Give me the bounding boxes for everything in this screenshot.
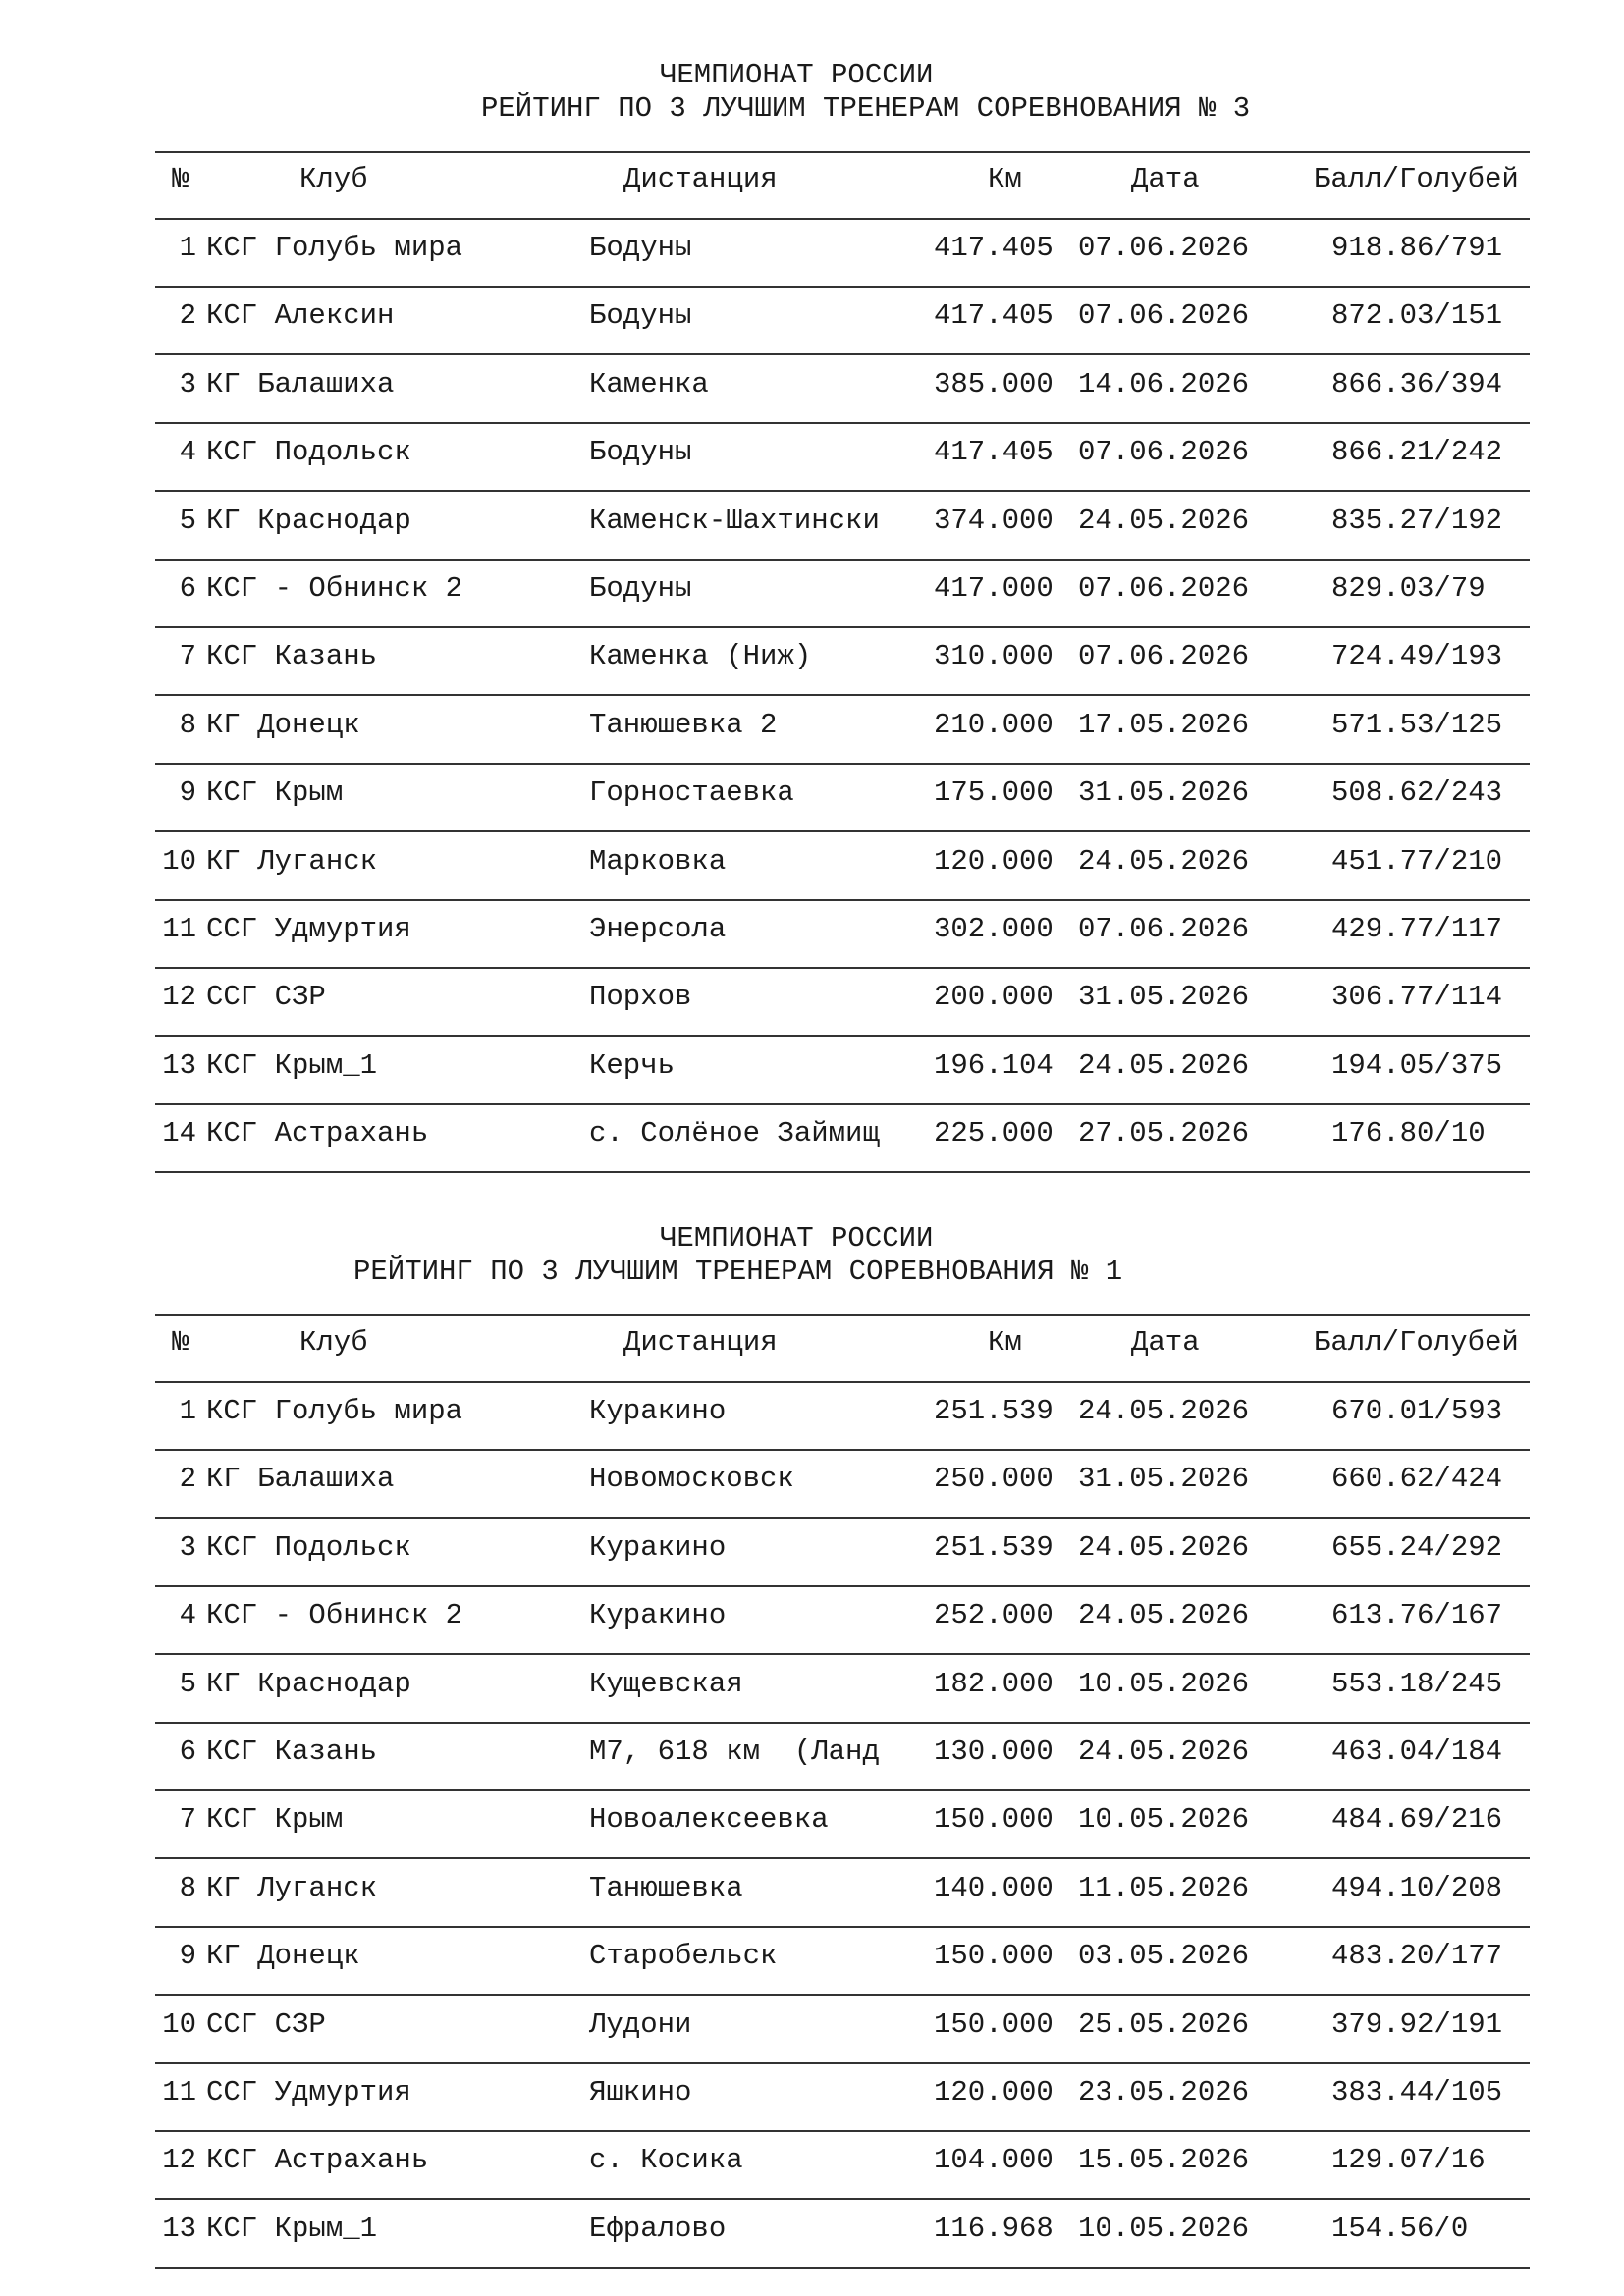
section-subtitle: РЕЙТИНГ ПО 3 ЛУЧШИМ ТРЕНЕРАМ СОРЕВНОВАНИЯ № 1 bbox=[353, 1255, 1123, 1288]
cell-club: КСГ Подольск bbox=[206, 436, 411, 469]
cell-num: 14 bbox=[162, 1117, 196, 1150]
cell-score: 866.36/394 bbox=[1331, 367, 1503, 400]
cell-km: 374.000 bbox=[934, 504, 1054, 537]
table-row bbox=[0, 571, 1624, 607]
table-row bbox=[0, 1939, 1624, 1974]
cell-club: КСГ - Обнинск 2 bbox=[206, 572, 463, 605]
cell-score: 613.76/167 bbox=[1331, 1599, 1503, 1632]
cell-num: 3 bbox=[179, 367, 196, 400]
cell-distance: Энерсола bbox=[589, 913, 727, 945]
cell-club: КСГ Казань bbox=[206, 640, 378, 673]
cell-distance: Бодуны bbox=[589, 572, 692, 605]
row-rule bbox=[155, 626, 1530, 628]
row-rule bbox=[155, 694, 1530, 696]
table-row bbox=[0, 639, 1624, 674]
cell-km: 251.539 bbox=[934, 1530, 1054, 1564]
cell-num: 5 bbox=[179, 1667, 196, 1700]
row-rule bbox=[155, 763, 1530, 765]
cell-score: 176.80/10 bbox=[1331, 1117, 1486, 1150]
cell-club: ССГ СЗР bbox=[206, 2007, 326, 2041]
table-row bbox=[0, 2007, 1624, 2043]
table-row bbox=[0, 775, 1624, 811]
column-header-num: № bbox=[172, 163, 189, 195]
table-row bbox=[0, 298, 1624, 334]
cell-date: 15.05.2026 bbox=[1078, 2144, 1250, 2177]
cell-date: 24.05.2026 bbox=[1078, 844, 1250, 878]
cell-km: 120.000 bbox=[934, 2076, 1054, 2109]
cell-club: КГ Балашиха bbox=[206, 367, 395, 400]
cell-num: 2 bbox=[179, 299, 196, 333]
table-row bbox=[0, 844, 1624, 880]
column-header-club: Клуб bbox=[299, 163, 368, 195]
table-row bbox=[0, 1530, 1624, 1566]
cell-date: 17.05.2026 bbox=[1078, 708, 1250, 741]
row-rule bbox=[155, 2062, 1530, 2064]
row-rule bbox=[155, 1653, 1530, 1655]
table-row bbox=[0, 2075, 1624, 2110]
row-rule bbox=[155, 1722, 1530, 1724]
cell-score: 494.10/208 bbox=[1331, 1871, 1503, 1904]
cell-club: ССГ СЗР bbox=[206, 981, 326, 1014]
cell-num: 9 bbox=[179, 776, 196, 810]
cell-km: 196.104 bbox=[934, 1048, 1054, 1082]
cell-club: КСГ - Обнинск 2 bbox=[206, 1599, 463, 1632]
row-rule bbox=[155, 1171, 1530, 1173]
cell-distance: Старобельск bbox=[589, 1940, 778, 1973]
cell-score: 660.62/424 bbox=[1331, 1463, 1503, 1496]
table-row bbox=[0, 1667, 1624, 1702]
cell-num: 7 bbox=[179, 1803, 196, 1837]
row-rule bbox=[155, 1035, 1530, 1037]
cell-score: 129.07/16 bbox=[1331, 2144, 1486, 2177]
cell-km: 417.405 bbox=[934, 299, 1054, 333]
cell-km: 175.000 bbox=[934, 776, 1054, 810]
cell-club: КГ Луганск bbox=[206, 844, 378, 878]
cell-num: 13 bbox=[162, 1048, 196, 1082]
row-rule bbox=[155, 2130, 1530, 2132]
cell-distance: Кущевская bbox=[589, 1667, 743, 1700]
table-row bbox=[0, 1598, 1624, 1633]
cell-date: 31.05.2026 bbox=[1078, 981, 1250, 1014]
cell-club: КСГ Голубь мира bbox=[206, 1395, 463, 1427]
cell-km: 150.000 bbox=[934, 1940, 1054, 1973]
section-title: ЧЕМПИОНАТ РОССИИ bbox=[660, 59, 934, 91]
table-row bbox=[0, 2143, 1624, 2178]
cell-num: 8 bbox=[179, 708, 196, 741]
row-rule bbox=[155, 1517, 1530, 1519]
cell-km: 302.000 bbox=[934, 913, 1054, 945]
row-rule bbox=[155, 1103, 1530, 1105]
cell-date: 24.05.2026 bbox=[1078, 1530, 1250, 1564]
cell-date: 25.05.2026 bbox=[1078, 2007, 1250, 2041]
cell-club: КГ Донецк bbox=[206, 1940, 360, 1973]
cell-club: ССГ Удмуртия bbox=[206, 2076, 411, 2109]
cell-club: КСГ Крым_1 bbox=[206, 1048, 378, 1082]
cell-score: 918.86/791 bbox=[1331, 232, 1503, 264]
table-row bbox=[0, 1735, 1624, 1770]
cell-distance: М7, 618 км (Ланд bbox=[589, 1735, 880, 1768]
cell-date: 31.05.2026 bbox=[1078, 1463, 1250, 1496]
cell-distance: Бодуны bbox=[589, 299, 692, 333]
cell-km: 417.405 bbox=[934, 436, 1054, 469]
cell-score: 553.18/245 bbox=[1331, 1667, 1503, 1700]
cell-club: КГ Краснодар bbox=[206, 504, 411, 537]
table-row bbox=[0, 708, 1624, 743]
cell-club: КСГ Подольск bbox=[206, 1530, 411, 1564]
section-subtitle: РЕЙТИНГ ПО 3 ЛУЧШИМ ТРЕНЕРАМ СОРЕВНОВАНИЯ № 3 bbox=[481, 92, 1251, 125]
table-rule bbox=[155, 1381, 1530, 1383]
table-row bbox=[0, 980, 1624, 1015]
cell-date: 14.06.2026 bbox=[1078, 367, 1250, 400]
cell-date: 23.05.2026 bbox=[1078, 2076, 1250, 2109]
cell-date: 07.06.2026 bbox=[1078, 299, 1250, 333]
cell-num: 10 bbox=[162, 2007, 196, 2041]
cell-km: 417.405 bbox=[934, 232, 1054, 264]
cell-date: 07.06.2026 bbox=[1078, 436, 1250, 469]
cell-km: 251.539 bbox=[934, 1395, 1054, 1427]
cell-distance: Порхов bbox=[589, 981, 692, 1014]
table-rule bbox=[155, 218, 1530, 220]
cell-km: 250.000 bbox=[934, 1463, 1054, 1496]
cell-club: КГ Краснодар bbox=[206, 1667, 411, 1700]
cell-date: 07.06.2026 bbox=[1078, 640, 1250, 673]
cell-score: 724.49/193 bbox=[1331, 640, 1503, 673]
cell-club: КГ Донецк bbox=[206, 708, 360, 741]
cell-distance: Танюшевка bbox=[589, 1871, 743, 1904]
cell-club: ССГ Удмуртия bbox=[206, 913, 411, 945]
cell-num: 4 bbox=[179, 1599, 196, 1632]
cell-score: 508.62/243 bbox=[1331, 776, 1503, 810]
cell-date: 24.05.2026 bbox=[1078, 1395, 1250, 1427]
cell-score: 194.05/375 bbox=[1331, 1048, 1503, 1082]
cell-score: 484.69/216 bbox=[1331, 1803, 1503, 1837]
table-row bbox=[0, 504, 1624, 539]
cell-distance: Каменка bbox=[589, 367, 709, 400]
table-row bbox=[0, 231, 1624, 266]
row-rule bbox=[155, 286, 1530, 288]
cell-distance: Куракино bbox=[589, 1395, 727, 1427]
cell-km: 210.000 bbox=[934, 708, 1054, 741]
cell-score: 670.01/593 bbox=[1331, 1395, 1503, 1427]
row-rule bbox=[155, 1585, 1530, 1587]
cell-club: КСГ Астрахань bbox=[206, 2144, 429, 2177]
cell-distance: Ефралово bbox=[589, 2212, 727, 2245]
cell-km: 150.000 bbox=[934, 2007, 1054, 2041]
cell-num: 5 bbox=[179, 504, 196, 537]
cell-num: 2 bbox=[179, 1463, 196, 1496]
cell-club: КСГ Крым_1 bbox=[206, 2212, 378, 2245]
cell-club: КГ Балашиха bbox=[206, 1463, 395, 1496]
cell-club: КСГ Казань bbox=[206, 1735, 378, 1768]
cell-num: 11 bbox=[162, 2076, 196, 2109]
cell-date: 11.05.2026 bbox=[1078, 1871, 1250, 1904]
cell-km: 182.000 bbox=[934, 1667, 1054, 1700]
cell-date: 10.05.2026 bbox=[1078, 1803, 1250, 1837]
cell-score: 379.92/191 bbox=[1331, 2007, 1503, 2041]
cell-distance: Марковка bbox=[589, 844, 727, 878]
cell-distance: Танюшевка 2 bbox=[589, 708, 778, 741]
row-rule bbox=[155, 1994, 1530, 1996]
row-rule bbox=[155, 830, 1530, 832]
cell-num: 7 bbox=[179, 640, 196, 673]
cell-distance: Яшкино bbox=[589, 2076, 692, 2109]
row-rule bbox=[155, 1857, 1530, 1859]
cell-distance: Керчь bbox=[589, 1048, 676, 1082]
table-row bbox=[0, 2212, 1624, 2247]
cell-score: 829.03/79 bbox=[1331, 572, 1486, 605]
cell-score: 463.04/184 bbox=[1331, 1735, 1503, 1768]
cell-distance: Бодуны bbox=[589, 436, 692, 469]
cell-num: 6 bbox=[179, 572, 196, 605]
table-row bbox=[0, 435, 1624, 470]
cell-num: 12 bbox=[162, 981, 196, 1014]
column-header-date: Дата bbox=[1131, 163, 1200, 195]
cell-date: 24.05.2026 bbox=[1078, 1735, 1250, 1768]
cell-score: 383.44/105 bbox=[1331, 2076, 1503, 2109]
cell-num: 4 bbox=[179, 436, 196, 469]
cell-score: 154.56/0 bbox=[1331, 2212, 1469, 2245]
cell-date: 10.05.2026 bbox=[1078, 2212, 1250, 2245]
cell-num: 10 bbox=[162, 844, 196, 878]
cell-club: КСГ Крым bbox=[206, 1803, 344, 1837]
table-row bbox=[0, 367, 1624, 402]
cell-date: 24.05.2026 bbox=[1078, 1048, 1250, 1082]
cell-club: КСГ Голубь мира bbox=[206, 232, 463, 264]
cell-num: 6 bbox=[179, 1735, 196, 1768]
cell-score: 483.20/177 bbox=[1331, 1940, 1503, 1973]
cell-km: 116.968 bbox=[934, 2212, 1054, 2245]
cell-score: 429.77/117 bbox=[1331, 913, 1503, 945]
cell-km: 120.000 bbox=[934, 844, 1054, 878]
row-rule bbox=[155, 1449, 1530, 1451]
table-row bbox=[0, 1394, 1624, 1429]
column-header-distance: Дистанция bbox=[623, 163, 778, 195]
cell-km: 200.000 bbox=[934, 981, 1054, 1014]
cell-km: 130.000 bbox=[934, 1735, 1054, 1768]
cell-score: 306.77/114 bbox=[1331, 981, 1503, 1014]
row-rule bbox=[155, 899, 1530, 901]
cell-club: КСГ Алексин bbox=[206, 299, 395, 333]
table-row bbox=[0, 912, 1624, 947]
cell-km: 385.000 bbox=[934, 367, 1054, 400]
column-header-km: Км bbox=[988, 1326, 1022, 1359]
row-rule bbox=[155, 353, 1530, 355]
cell-distance: Новоалексеевка bbox=[589, 1803, 829, 1837]
cell-distance: Куракино bbox=[589, 1599, 727, 1632]
cell-date: 07.06.2026 bbox=[1078, 572, 1250, 605]
column-header-num: № bbox=[172, 1326, 189, 1359]
cell-num: 11 bbox=[162, 913, 196, 945]
cell-date: 07.06.2026 bbox=[1078, 913, 1250, 945]
cell-km: 417.000 bbox=[934, 572, 1054, 605]
cell-score: 866.21/242 bbox=[1331, 436, 1503, 469]
cell-num: 8 bbox=[179, 1871, 196, 1904]
row-rule bbox=[155, 2198, 1530, 2200]
cell-date: 24.05.2026 bbox=[1078, 504, 1250, 537]
cell-distance: с. Косика bbox=[589, 2144, 743, 2177]
table-row bbox=[0, 1048, 1624, 1084]
cell-date: 10.05.2026 bbox=[1078, 1667, 1250, 1700]
cell-distance: с. Солёное Займищ bbox=[589, 1117, 880, 1150]
table-row bbox=[0, 1871, 1624, 1906]
table-row bbox=[0, 1116, 1624, 1151]
table-rule bbox=[155, 1314, 1530, 1316]
cell-score: 835.27/192 bbox=[1331, 504, 1503, 537]
row-rule bbox=[155, 490, 1530, 492]
row-rule bbox=[155, 967, 1530, 969]
column-header-club: Клуб bbox=[299, 1326, 368, 1359]
column-header-date: Дата bbox=[1131, 1326, 1200, 1359]
table-row bbox=[0, 1462, 1624, 1497]
table-rule bbox=[155, 151, 1530, 153]
row-rule bbox=[155, 422, 1530, 424]
cell-club: КСГ Крым bbox=[206, 776, 344, 810]
column-header-score: Балл/Голубей bbox=[1314, 163, 1519, 195]
table-header bbox=[0, 1325, 1624, 1361]
cell-km: 310.000 bbox=[934, 640, 1054, 673]
cell-score: 451.77/210 bbox=[1331, 844, 1503, 878]
cell-distance: Каменка (Ниж) bbox=[589, 640, 812, 673]
row-rule bbox=[155, 559, 1530, 561]
cell-num: 13 bbox=[162, 2212, 196, 2245]
cell-km: 225.000 bbox=[934, 1117, 1054, 1150]
cell-num: 3 bbox=[179, 1530, 196, 1564]
row-rule bbox=[155, 1926, 1530, 1928]
column-header-distance: Дистанция bbox=[623, 1326, 778, 1359]
table-row bbox=[0, 1802, 1624, 1838]
cell-club: КСГ Астрахань bbox=[206, 1117, 429, 1150]
cell-km: 140.000 bbox=[934, 1871, 1054, 1904]
cell-distance: Каменск-Шахтински bbox=[589, 504, 880, 537]
cell-date: 27.05.2026 bbox=[1078, 1117, 1250, 1150]
cell-date: 31.05.2026 bbox=[1078, 776, 1250, 810]
cell-distance: Горностаевка bbox=[589, 776, 794, 810]
column-header-km: Км bbox=[988, 163, 1022, 195]
row-rule bbox=[155, 1789, 1530, 1791]
row-rule bbox=[155, 2267, 1530, 2269]
cell-distance: Куракино bbox=[589, 1530, 727, 1564]
column-header-score: Балл/Голубей bbox=[1314, 1326, 1519, 1359]
cell-distance: Бодуны bbox=[589, 232, 692, 264]
cell-score: 571.53/125 bbox=[1331, 708, 1503, 741]
cell-club: КГ Луганск bbox=[206, 1871, 378, 1904]
cell-km: 104.000 bbox=[934, 2144, 1054, 2177]
cell-num: 1 bbox=[179, 1395, 196, 1427]
cell-distance: Новомосковск bbox=[589, 1463, 794, 1496]
cell-num: 12 bbox=[162, 2144, 196, 2177]
cell-date: 07.06.2026 bbox=[1078, 232, 1250, 264]
cell-km: 252.000 bbox=[934, 1599, 1054, 1632]
cell-date: 03.05.2026 bbox=[1078, 1940, 1250, 1973]
cell-num: 1 bbox=[179, 232, 196, 264]
cell-score: 872.03/151 bbox=[1331, 299, 1503, 333]
cell-num: 9 bbox=[179, 1940, 196, 1973]
cell-date: 24.05.2026 bbox=[1078, 1599, 1250, 1632]
table-header bbox=[0, 162, 1624, 197]
cell-score: 655.24/292 bbox=[1331, 1530, 1503, 1564]
section-title: ЧЕМПИОНАТ РОССИИ bbox=[660, 1222, 934, 1255]
cell-km: 150.000 bbox=[934, 1803, 1054, 1837]
cell-distance: Лудони bbox=[589, 2007, 692, 2041]
